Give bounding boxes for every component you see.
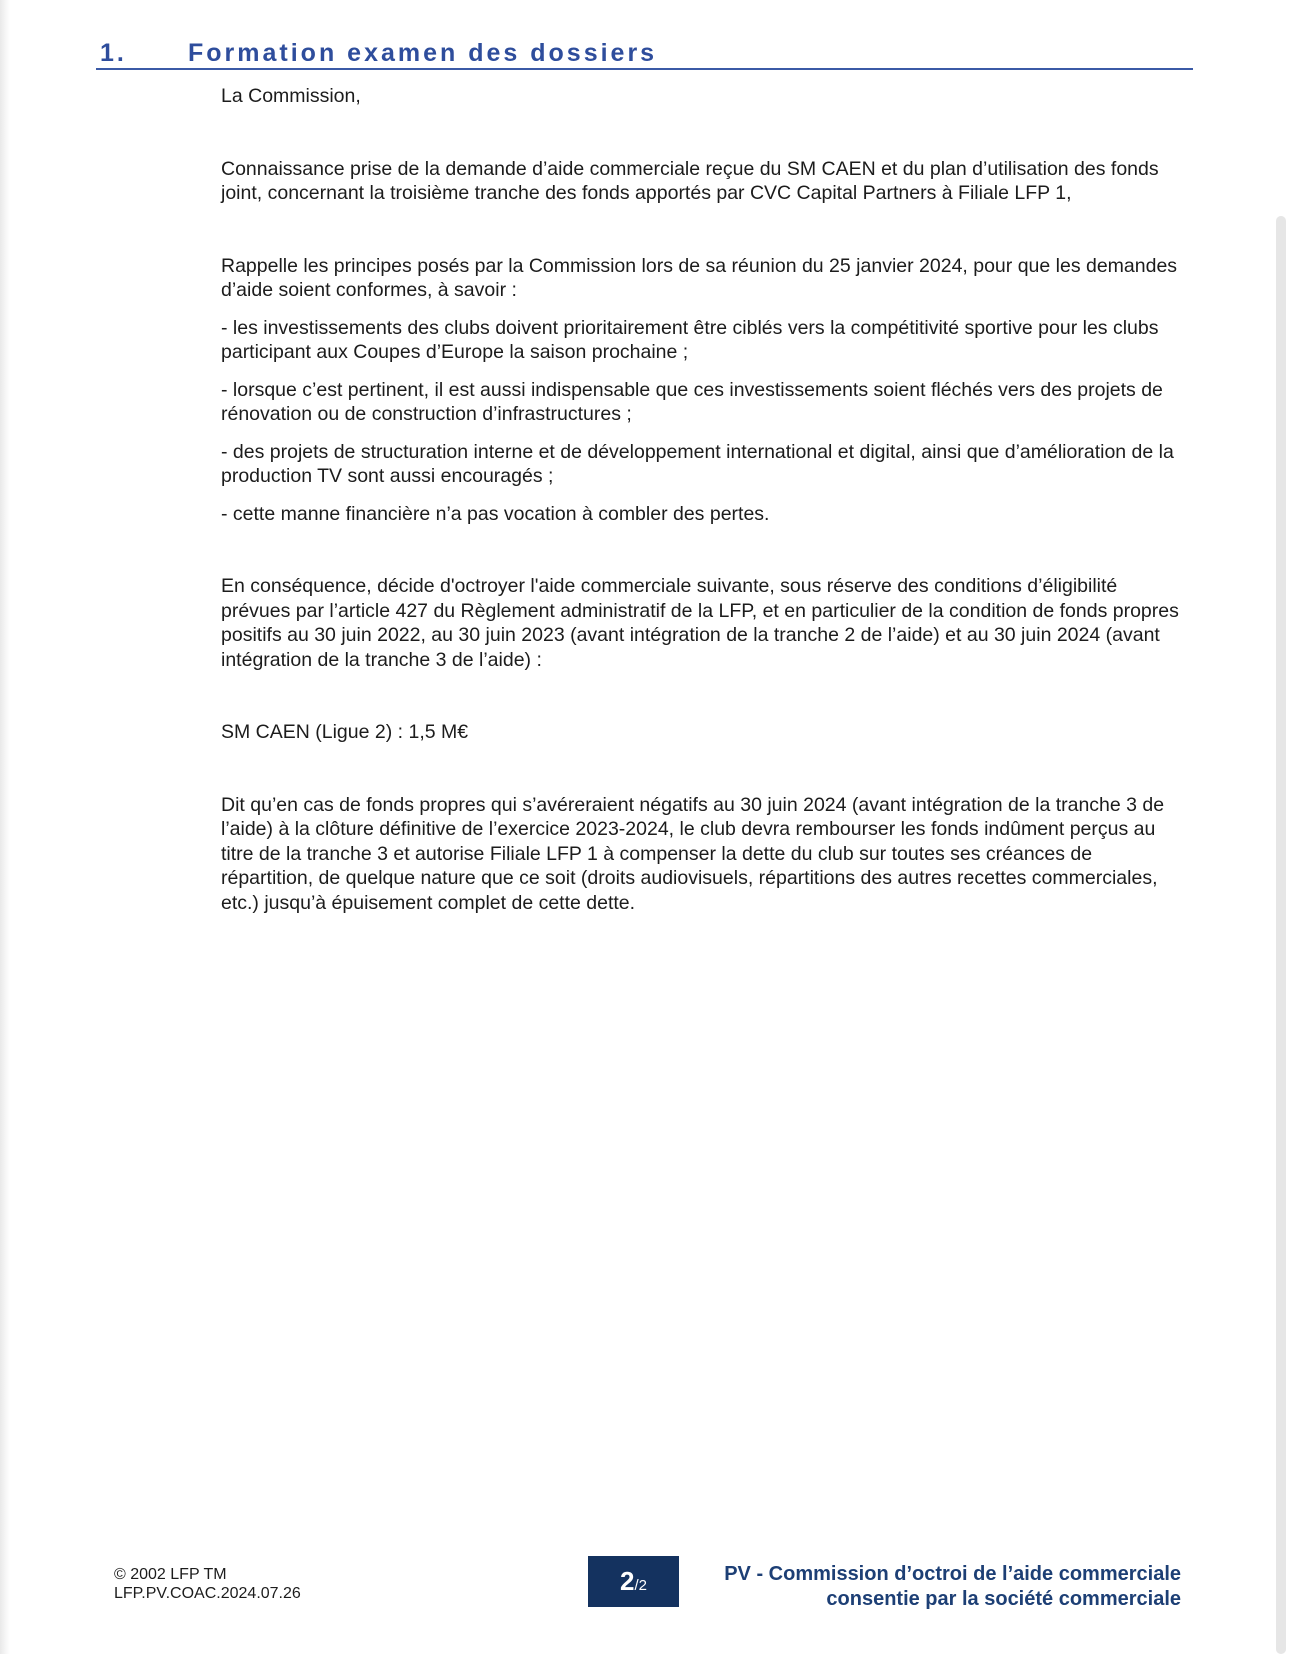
award-line: SM CAEN (Ligue 2) : 1,5 M€ bbox=[221, 721, 469, 743]
footer-document-title bbox=[661, 1562, 1181, 1612]
salutation-paragraph: La Commission, bbox=[221, 85, 361, 107]
page-current: 2 bbox=[620, 1566, 635, 1596]
section-heading bbox=[96, 38, 1193, 70]
principle-item: - les investissements des clubs doivent prioritairement être ciblés vers la compétitivité sportive pour les clubs participant aux Coupes d’Europe la saison prochaine ; bbox=[221, 316, 1159, 363]
principle-item: - cette manne financière n’a pas vocation à combler des pertes. bbox=[221, 502, 770, 525]
recall-intro-paragraph: Rappelle les principes posés par la Commission lors de sa réunion du 25 janvier 2024, pour que les demandes d’aide soient conformes, à savoir : bbox=[221, 254, 1178, 301]
clawback-paragraph: Dit qu’en cas de fonds propres qui s’avéreraient négatifs au 30 juin 2024 (avant intégration de la tranche 3 de l’aide) à la clôture définitive de l’exercice 2023-2024, le club devra rembourser les fonds indûment perçus au titre de la tranche 3 et autorise Filiale LFP 1 à compenser la dette du club sur toutes ses créances de répartition, de quelque nature que ce soit (droits audiovisuels, répartitions des autres recettes commerciales, etc.) jusqu’à épuisement complet de cette dette. bbox=[221, 793, 1165, 914]
page-total: 2 bbox=[638, 1577, 647, 1594]
principle-item: - des projets de structuration interne et de développement international et digital, ainsi que d’amélioration de la production TV sont aussi encouragés ; bbox=[221, 440, 1174, 487]
scrollbar-thumb[interactable] bbox=[1276, 216, 1286, 1654]
footer-left bbox=[114, 1565, 301, 1603]
section-title: Formation examen des dossiers bbox=[188, 39, 658, 67]
principle-item: - lorsque c’est pertinent, il est aussi indispensable que ces investissements soient fléchés vers des projets de rénovation ou de construction d’infrastructures ; bbox=[221, 378, 1163, 425]
section-number: 1. bbox=[100, 39, 127, 67]
footer-title-line2: consentie par la société commerciale bbox=[826, 1588, 1181, 1610]
page-edge bbox=[0, 0, 10, 1654]
page-slash: / bbox=[634, 1577, 639, 1594]
vertical-scrollbar[interactable] bbox=[1276, 216, 1286, 1654]
footer-copyright: © 2002 LFP TM bbox=[114, 1566, 227, 1583]
footer-reference: LFP.PV.COAC.2024.07.26 bbox=[114, 1585, 301, 1602]
acknowledgement-paragraph: Connaissance prise de la demande d’aide commerciale reçue du SM CAEN et du plan d’utilisation des fonds joint, concernant la troisième tranche des fonds apportés par CVC Capital Partners à Filiale LFP 1, bbox=[221, 157, 1159, 204]
footer-title-line1: PV - Commission d’octroi de l’aide commerciale bbox=[724, 1563, 1181, 1585]
document-body bbox=[221, 80, 1183, 915]
decision-paragraph: En conséquence, décide d'octroyer l'aide commerciale suivante, sous réserve des conditions d’éligibilité prévues par l’article 427 du Règlement administratif de la LFP, et en particulier de la condition de fonds propres positifs au 30 juin 2022, au 30 juin 2023 (avant intégration de la tranche 2 de l’aide) et au 30 juin 2024 (avant intégration de la tranche 3 de l’aide) : bbox=[221, 575, 1179, 671]
